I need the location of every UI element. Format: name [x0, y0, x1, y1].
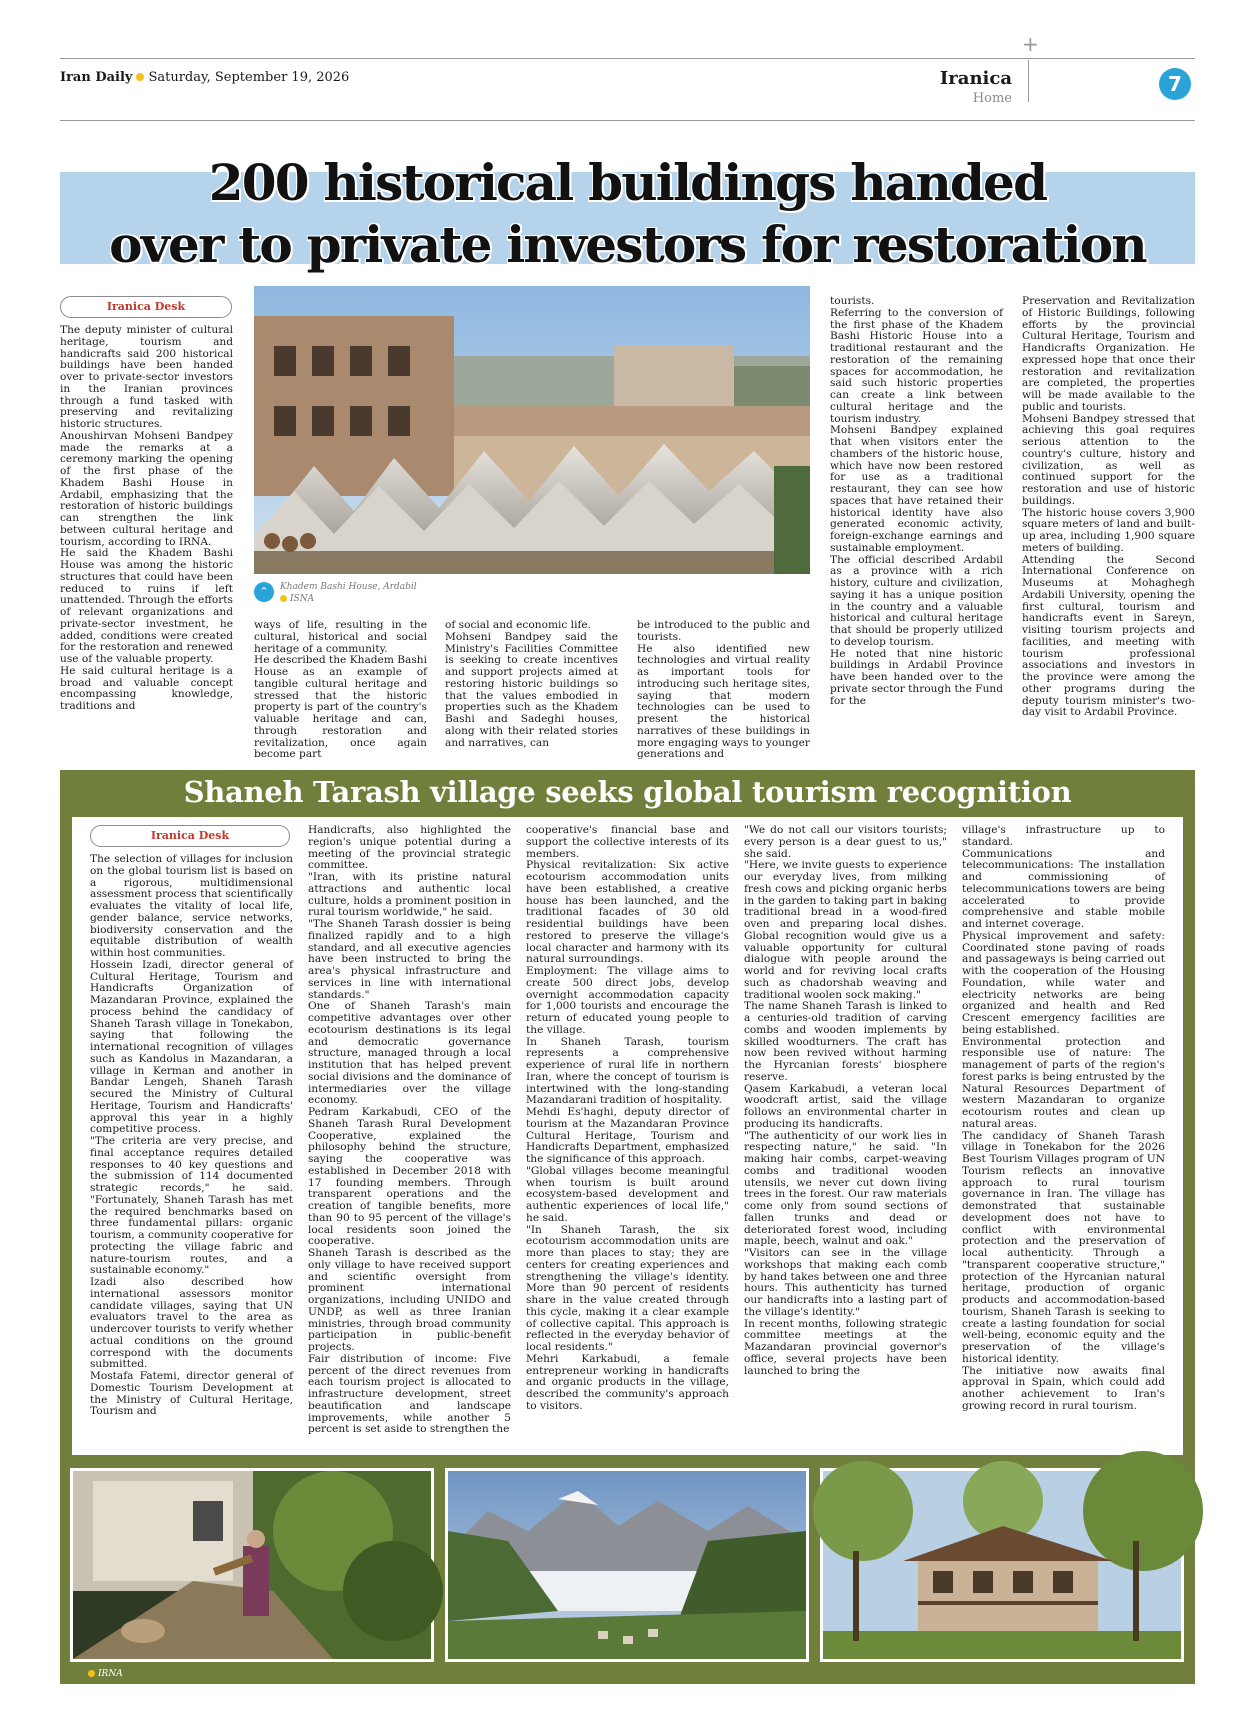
paragraph: "Here, we invite guests to experience our everyday lives, from milking fresh cows and picking organic herbs in the garden to taking part in baking traditional bread in a wood-fired oven and preparing local dishes. Global recognition would give us a valuable opportunity for cultural dialogue with people around the world and for reviving local crafts such as chadorshab weaving and traditional woolen sock making." [744, 859, 947, 1001]
masthead-dot-icon [136, 73, 144, 81]
village-house-photo [820, 1468, 1184, 1662]
paragraph: "Iran, with its pristine natural attractions and authentic local culture, holds a prominent position in rural tourism worldwide," he said. [308, 871, 511, 919]
paragraph: The historic house covers 3,900 square meters of land and built-up area, including 1,900 square meters of building. [1022, 506, 1195, 554]
paragraph: Attending the Second International Conference on Museums at Mohaghegh Ardabili University, opening the first cultural, tourism and handicrafts event in Sareyn, visiting tourism projects and facilities, and meeting with tourism professional associations and investors in the province were among the other programs during the deputy tourism minister's two-day visit to Ardabil Province. [1022, 553, 1195, 719]
paragraph: be introduced to the public and tourists. [637, 619, 810, 643]
paragraph: "Visitors can see in the village workshops that making each comb by hand takes between one and three hours. This authenticity has turned our handicrafts into a lasting part of the village's identity." [744, 1247, 947, 1318]
story1-column-5 [830, 296, 1003, 750]
credit-dot-icon [88, 1670, 95, 1677]
header-rule-bottom [60, 120, 1195, 121]
wooden-house-image [823, 1471, 1181, 1659]
paragraph: Fair distribution of income: Five percent of the direct revenues from each tourism project is allocated to infrastructure development, street beautification and landscape improvements, while another 5 percent is set aside to strengthen the [308, 1352, 511, 1436]
paragraph: "The criteria are very precise, and final acceptance requires detailed responses to 40 key questions and the submission of 114 documented strategic records," he said. "Fortunately, Shaneh Tarash has met the required benchmarks based on three fundamental pillars: organic tourism, a community cooperative for protecting the village fabric and nature-tourism routes, and a sustainable economy." [90, 1135, 293, 1277]
paragraph: Handicrafts, also highlighted the region's unique potential during a meeting of the provincial strategic committee. [308, 824, 511, 872]
paragraph: Qasem Karkabudi, a veteran local woodcraft artist, said the village follows an environmental charter in producing its handicrafts. [744, 1082, 947, 1130]
credit-source: IRNA [98, 1669, 123, 1679]
paragraph: Physical revitalization: Six active ecotourism accommodation units have been established, a creative house has been launched, and the traditional facades of 30 old residential buildings have been restored to preserve the village's local character and harmony with its natural surroundings. [526, 859, 729, 966]
paragraph: Izadi also described how international assessors monitor candidate villages, saying that UN evaluators travel to the area as undercover tourists to verify whether actual conditions on the ground correspond with the documents submitted. [90, 1276, 293, 1371]
story2-headline: Shaneh Tarash village seeks global tourism recognition [183, 775, 1072, 809]
story2-column-4 [744, 825, 947, 1450]
paragraph: Mehri Karkabudi, a female entrepreneur working in handicrafts and organic products in the village, described the community's approach to visitors. [526, 1352, 729, 1412]
paragraph: One of Shaneh Tarash's main competitive advantages over other ecotourism destinations is its legal and democratic governance structure, managed through a local institution that has helped prevent social divisions and the dominance of intermediaries over the village economy. [308, 1000, 511, 1107]
paragraph: Mohseni Bandpey explained that when visitors enter the chambers of the historic house, which have now been restored for use as a traditional restaurant, they can see how spaces that have retained their historical identity have also generated economic activity, foreign-exchange earnings and sustainable employment. [830, 424, 1003, 554]
story2-column-3 [526, 825, 729, 1450]
paragraph: In recent months, following strategic committee meetings at the Mazandaran provincial governor's office, several projects have been launched to bring the [744, 1317, 947, 1377]
paragraph: Employment: The village aims to create 500 direct jobs, develop overnight accommodation capacity for 1,000 tourists and encourage the return of educated young people to the village. [526, 965, 729, 1036]
paragraph: Environmental protection and responsible use of nature: The management of parts of the region's forest parks is being entrusted by the Natural Resources Department of western Mazandaran to organize ecotourism routes and clean up natural areas. [962, 1035, 1165, 1130]
page-number-badge: 7 [1159, 68, 1191, 100]
village-path-image [73, 1471, 431, 1659]
headline-line-2: over to private investors for restoration [109, 215, 1146, 274]
paragraph: Physical improvement and safety: Coordinated stone paving of roads and passageways is being carried out with the cooperation of the Housing Foundation, while water and electricity networks are being organized and health and Red Crescent emergency facilities are being established. [962, 929, 1165, 1036]
paragraph: The name Shaneh Tarash is linked to a centuries-old tradition of carving combs and wooden implements by skilled woodturners. The craft has now been revived without harming the Hyrcanian forests' biosphere reserve. [744, 1000, 947, 1083]
paragraph: The candidacy of Shaneh Tarash village in Tonekabon for the 2026 Best Tourism Villages program of UN Tourism reflects an innovative approach to rural tourism governance in Iran. The village has demonstrated that sustainable development does not have to conflict with environmental protection and the preservation of local authenticity. Through a "transparent cooperative structure," protection of the Hyrcanian natural heritage, production of organic products and accommodation-based tourism, Shaneh Tarash is seeking to create a lasting foundation for social well-being, economic equity and the preservation of the village's historical identity. [962, 1129, 1165, 1365]
credit-dot-icon [280, 595, 287, 602]
paper-name: Iran Daily [60, 70, 133, 85]
paragraph: In Shaneh Tarash, tourism represents a comprehensive experience of rural life in northern Iran, where the concept of tourism is intertwined with the long-standing Mazandarani tradition of hospitality. [526, 1035, 729, 1107]
credit-source: ISNA [290, 594, 315, 604]
story2-column-1 [90, 825, 293, 1450]
paragraph: Mehdi Es'haghi, deputy director of tourism at the Mazandaran Province Cultural Heritage, Tourism and Handicrafts Department, emphasized the significance of this approach. [526, 1106, 729, 1165]
paragraph: He noted that nine historic buildings in Ardabil Province have been handed over to the private sector through the Fund for the [830, 647, 1003, 707]
story2-column-5 [962, 825, 1165, 1450]
story2-column-2 [308, 825, 511, 1450]
paragraph: He also identified new technologies and virtual reality as important tools for introducing such heritage sites, saying that modern technologies can be used to present the historical narratives of these buildings in more engaging ways to younger generations and [637, 642, 810, 761]
story1-column-1 [60, 296, 233, 750]
crop-mark-icon: + [1022, 32, 1039, 56]
paragraph: of social and economic life. [445, 619, 592, 631]
byline-desk: Iranica Desk [60, 296, 232, 318]
paragraph: tourists. [830, 295, 875, 307]
paragraph: "Global villages become meaningful when tourism is built around ecosystem-based development and authentic experiences of local life," he said. [526, 1164, 729, 1224]
paragraph: Mohseni Bandpey stressed that achieving this goal requires serious attention to the country's culture, history and civilization, as well as continued support for the restoration and use of historic buildings. [1022, 412, 1195, 507]
section-divider [1028, 60, 1029, 102]
paragraph: Referring to the conversion of the first phase of the Khadem Bashi Historic House into a traditional restaurant and the restoration of the remaining spaces for accommodation, he said such historic properties can create a link between cultural heritage and the tourism industry. [830, 306, 1003, 425]
section-name: Iranica [939, 68, 1012, 89]
paragraph: The initiative now awaits final approval in Spain, which could add another achievement to Iran's growing record in rural tourism. [962, 1364, 1165, 1412]
paragraph: He said cultural heritage is a broad and valuable concept encompassing knowledge, traditions and [60, 664, 233, 712]
story1-column-4 [637, 619, 810, 761]
paragraph: The official described Ardabil as a province with a rich history, culture and civilization, saying it has a unique position in the country and a valuable historical and cultural heritage that should be properly utilized to develop tourism. [830, 553, 1003, 648]
village-woman-photo [70, 1468, 434, 1662]
paragraph: Mostafa Fatemi, director general of Domestic Tourism Development at the Ministry of Cultural Heritage, Tourism and [90, 1370, 293, 1418]
paragraph: "The authenticity of our work lies in respecting nature," he said. "In making hair combs, carpet-weaving combs and traditional wooden utensils, we never cut down living trees in the forest. Our raw materials come only from sound sections of fallen trunks and dead or deteriorated forest wood, including maple, beech, walnut and oak." [744, 1129, 947, 1248]
paragraph: "The Shaneh Tarash dossier is being finalized rapidly and to a high standard, and all executive agencies have been instructed to bring the area's physical infrastructure and services in line with international standards." [308, 918, 511, 1001]
paragraph: The deputy minister of cultural heritage, tourism and handicrafts said 200 historical buildings have been handed over to private-sector investors in the Iranian provinces through a fund tasked with preserving and revitalizing historic structures. [60, 324, 233, 430]
paragraph: village's infrastructure up to standard. [962, 824, 1165, 848]
paragraph: Hossein Izadi, director general of Cultural Heritage, Tourism and Handicrafts Organization of Mazandaran Province, explained the process behind the candidacy of Shaneh Tarash village in Tonekabon, saying that following the international recognition of villages such as Kandolus in Mazandaran, a village in Kerman and another in Bandar Lengeh, Shaneh Tarash secured the Ministry of Cultural Heritage, Tourism and Handicrafts' approval this year in a highly competitive process. [90, 958, 293, 1136]
foggy-valley-photo [445, 1468, 809, 1662]
byline-desk: Iranica Desk [90, 825, 290, 847]
main-headline [60, 152, 1195, 276]
story1-column-3 [445, 620, 618, 750]
paragraph: Anoushirvan Mohseni Bandpey made the remarks at a ceremony marking the opening of the first phase of the Khadem Bashi House in Ardabil, emphasizing that the restoration of historic buildings can strengthen the link between cultural heritage and tourism, according to IRNA. [60, 429, 233, 548]
mountain-valley-image [448, 1471, 806, 1659]
paragraph: Communications and telecommunications: The installation and commissioning of telecommunications towers are being accelerated to provide comprehensive and stable mobile and internet coverage. [962, 847, 1165, 930]
paragraph: Preservation and Revitalization of Historic Buildings, following efforts by the provincial Cultural Heritage, Tourism and Handicrafts Organization. He expressed hope that once their restoration and revitalization are completed, the properties will be made available to the public and tourists. [1022, 295, 1195, 413]
masthead [60, 70, 349, 85]
caption-text: Khadem Bashi House, Ardabil [280, 582, 417, 592]
paragraph: ways of life, resulting in the cultural, historical and social heritage of a community. [254, 619, 427, 655]
paragraph: "In Shaneh Tarash, the six ecotourism accommodation units are more than places to stay; they are centers for creating experiences and strengthening the village's identity. More than 90 percent of residents share in the value created through this cycle, making it a clear example of collective capital. This approach is reflected in the everyday behavior of local residents." [526, 1223, 729, 1353]
header-rule-top [60, 58, 1195, 59]
paragraph: Mohseni Bandpey said the Ministry's Facilities Committee is seeking to create incentives and support projects aimed at restoring historic buildings so that the values embodied in properties such as the Khadem Bashi and Sadeghi houses, along with their related stories and narratives, can [445, 630, 618, 749]
issue-date: Saturday, September 19, 2026 [148, 70, 350, 85]
photo-credit [280, 594, 314, 604]
subsection-name: Home [972, 91, 1012, 106]
headline-line-1: 200 historical buildings handed [208, 153, 1047, 212]
story1-column-6 [1022, 296, 1195, 750]
paragraph: "We do not call our visitors tourists; every person is a dear guest to us," she said. [744, 824, 947, 860]
story1-column-2 [254, 619, 427, 761]
paragraph: Pedram Karkabudi, CEO of the Shaneh Tarash Rural Development Cooperative, explained the philosophy behind the structure, saying the cooperative was established in December 2018 with 17 founding members. Through transparent operations and the creation of tangible benefits, more than 90 to 95 percent of the village's local residents soon joined the cooperative. [308, 1106, 511, 1248]
photo-credit-irna [88, 1669, 123, 1679]
khadem-bashi-house-photo [254, 286, 810, 574]
photo-caption [254, 580, 554, 606]
paragraph: The selection of villages for inclusion on the global tourism list is based on a rigorous, multidimensional assessment process that scientifically evaluates the vitality of local life, gender balance, service networks, biodiversity conservation and the equitable distribution of wealth within host communities. [90, 853, 293, 959]
paragraph: He said the Khadem Bashi House was among the historic structures that could have been reduced to ruins if left unattended. Through the efforts of relevant organizations and private-sector investment, he added, conditions were created for the restoration and renewed use of the valuable property. [60, 547, 233, 665]
paragraph: He described the Khadem Bashi House as an example of tangible cultural heritage and stressed that the historic property is part of the country's valuable heritage and can, through restoration and revitalization, once again become part [254, 654, 427, 761]
courtyard-image [254, 286, 810, 574]
paragraph: Shaneh Tarash is described as the only village to have received support and scientific oversight from prominent international organizations, including UNIDO and UNDP, as well as three Iranian ministries, through broad community participation in public-benefit projects. [308, 1247, 511, 1353]
caption-arrow-icon: ⌃ [254, 582, 274, 602]
paragraph: cooperative's financial base and support the collective interests of its members. [526, 824, 729, 860]
